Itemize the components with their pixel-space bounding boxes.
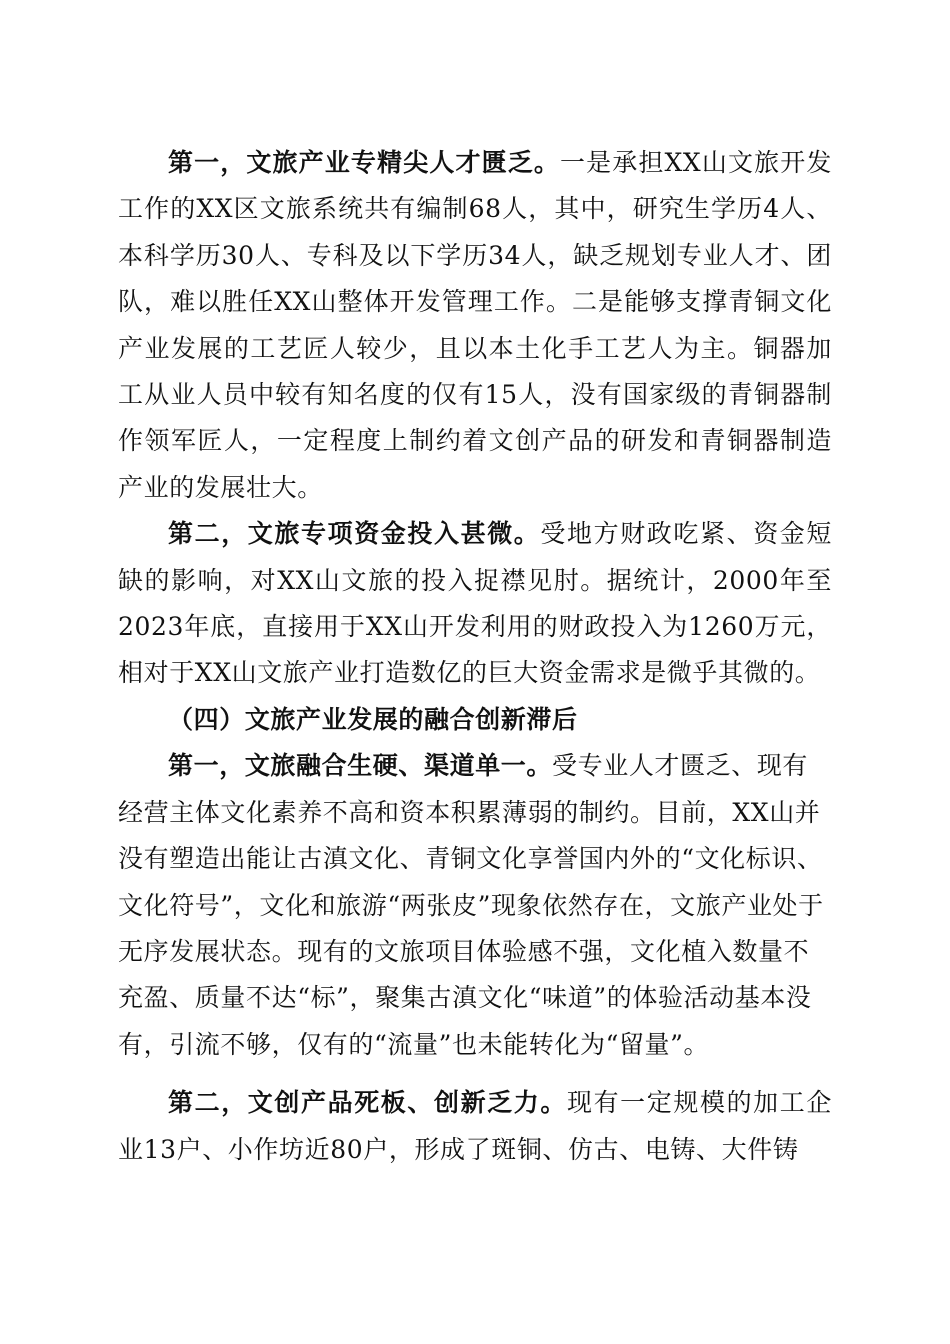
paragraph-body: 受地方财政吃紧、资金短缺的影响，对XX山文旅的投入捉襟见肘。据统计，2000年至2023年底，直接用于XX山开发利用的财政投入为1260万元，相对于XX山文旅产业打造数亿的巨大资金需求是微乎其微的。 (118, 519, 833, 688)
paragraph-talent-shortage (118, 140, 832, 511)
paragraph-funding (118, 511, 832, 697)
section-heading: （四）文旅产业发展的融合创新滞后 (168, 704, 578, 734)
paragraph-body: 现有一定规模的加工企业13户、小作坊近80户，形成了斑铜、仿古、电铸、大件铸 (118, 1088, 832, 1164)
paragraph-lead: 第一，文旅融合生硬、渠道单一。 (168, 751, 553, 781)
paragraph-lead: 第二，文创产品死板、创新乏力。 (168, 1088, 567, 1118)
paragraph-body: 一是承担XX山文旅开发工作的XX区文旅系统共有编制68人，其中，研究生学历4人、本科学历30人、专科及以下学历34人，缺乏规划专业人才、团队，难以胜任XX山整体开发管理工作。二是能够支撑青铜文化产业发展的工艺匠人较少，且以本土化手工艺人为主。铜器加工从业人员中较有知名度的仅有15人，没有国家级的青铜器制作领军匠人，一定程度上制约着文创产品的研发和青铜器制造产业的发展壮大。 (118, 148, 832, 502)
paragraph-lead: 第一，文旅产业专精尖人才匮乏。 (168, 148, 560, 177)
paragraph-lead: 第二，文旅专项资金投入甚微。 (168, 519, 541, 549)
paragraph-body: 受专业人才匮乏、现有经营主体文化素养不高和资本积累薄弱的制约。目前，XX山并没有塑造出能让古滇文化、青铜文化享誉国内外的“文化标识、文化符号”，文化和旅游“两张皮”现象依然存在，文旅产业处于无序发展状态。现有的文旅项目体验感不强，文化植入数量不充盈、质量不达“标”，聚集古滇文化“味道”的体验活动基本没有，引流不够，仅有的“流量”也未能转化为“留量”。 (118, 751, 824, 1059)
paragraph-creative-products (118, 1080, 832, 1173)
paragraph-integration (118, 743, 832, 1068)
document-page (118, 140, 832, 1173)
